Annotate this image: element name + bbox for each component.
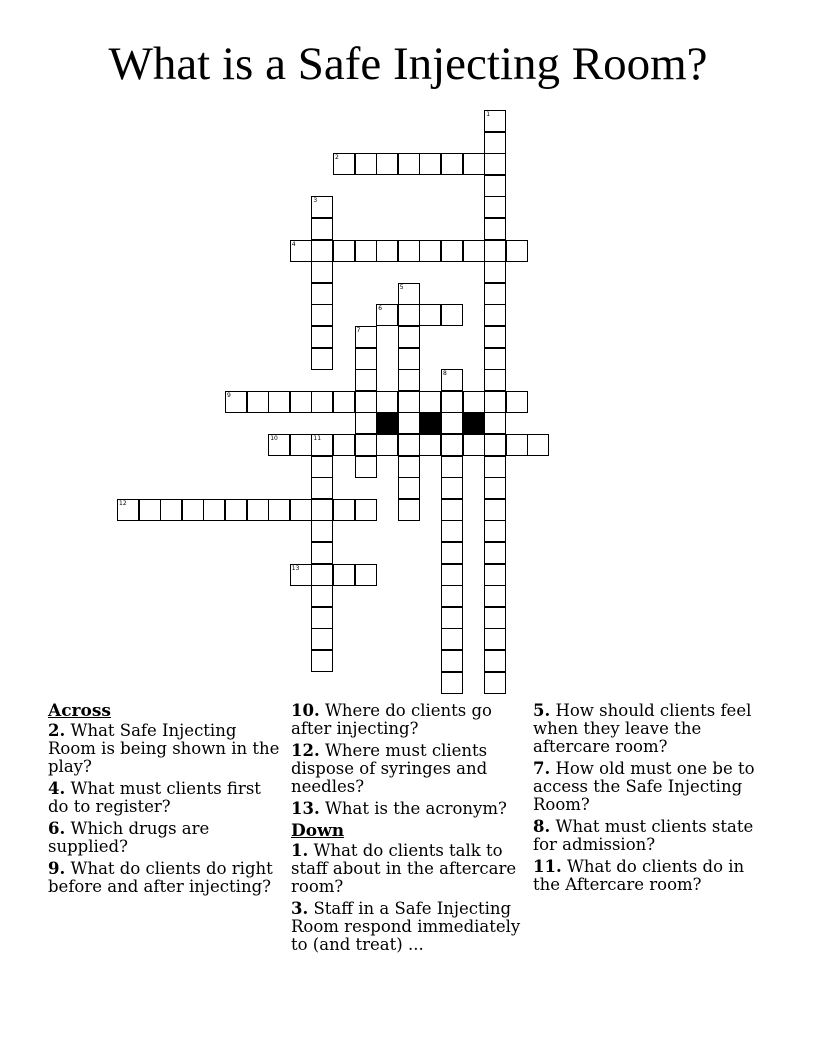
clue-across-13: 13. What is the acronym? [291, 799, 507, 818]
grid-cell[interactable] [484, 283, 506, 305]
clue-across-9: 9. What do clients do right before and after injecting? [48, 859, 273, 896]
grid-cell[interactable] [441, 564, 463, 586]
black-cell [376, 412, 398, 434]
grid-cell[interactable] [419, 391, 441, 413]
grid-cell[interactable] [311, 304, 333, 326]
grid-cell[interactable] [290, 564, 312, 586]
grid-cell[interactable] [441, 304, 463, 326]
grid-cell[interactable] [441, 240, 463, 262]
grid-cell[interactable] [311, 283, 333, 305]
grid-cell[interactable] [333, 434, 355, 456]
across-heading: Across [48, 701, 111, 721]
grid-cell[interactable] [333, 391, 355, 413]
grid-cell[interactable] [333, 499, 355, 521]
grid-cell[interactable] [398, 499, 420, 521]
grid-cell[interactable] [484, 153, 506, 175]
grid-cell[interactable] [441, 412, 463, 434]
clue-number: 5 [399, 283, 404, 291]
grid-cell[interactable] [376, 304, 398, 326]
grid-cell[interactable] [484, 412, 506, 434]
clue-across-6: 6. Which drugs are supplied? [48, 819, 210, 856]
grid-cell[interactable] [311, 628, 333, 650]
grid-cell[interactable] [484, 456, 506, 478]
grid-cell[interactable] [268, 391, 290, 413]
grid-cell[interactable] [398, 283, 420, 305]
grid-cell[interactable] [247, 499, 269, 521]
grid-cell[interactable] [333, 240, 355, 262]
grid-cell[interactable] [290, 240, 312, 262]
grid-cell[interactable] [398, 304, 420, 326]
grid-cell[interactable] [311, 650, 333, 672]
black-cell [463, 412, 485, 434]
grid-cell[interactable] [484, 434, 506, 456]
clue-number: 2 [335, 154, 339, 162]
grid-cell[interactable] [484, 585, 506, 607]
grid-cell[interactable] [463, 240, 485, 262]
grid-cell[interactable] [398, 369, 420, 391]
grid-cell[interactable] [398, 477, 420, 499]
grid-cell[interactable] [484, 304, 506, 326]
grid-cell[interactable] [355, 348, 377, 370]
grid-cell[interactable] [247, 391, 269, 413]
grid-cell[interactable] [398, 240, 420, 262]
grid-cell[interactable] [117, 499, 139, 521]
black-cell [419, 412, 441, 434]
grid-cell[interactable] [268, 499, 290, 521]
grid-cell[interactable] [484, 218, 506, 240]
grid-cell[interactable] [441, 456, 463, 478]
grid-cell[interactable] [311, 391, 333, 413]
grid-cell[interactable] [506, 240, 528, 262]
grid-cell[interactable] [398, 326, 420, 348]
grid-cell[interactable] [355, 326, 377, 348]
clue-down-5: 5. How should clients feel when they leave the aftercare room? [533, 701, 752, 756]
grid-cell[interactable] [441, 607, 463, 629]
grid-cell[interactable] [376, 391, 398, 413]
grid-cell[interactable] [419, 240, 441, 262]
grid-cell[interactable] [398, 434, 420, 456]
grid-cell[interactable] [441, 153, 463, 175]
grid-cell[interactable] [311, 607, 333, 629]
grid-cell[interactable] [290, 391, 312, 413]
grid-cell[interactable] [398, 153, 420, 175]
grid-cell[interactable] [376, 434, 398, 456]
grid-cell[interactable] [311, 348, 333, 370]
clue-down-7: 7. How old must one be to access the Safe Injecting Room? [533, 759, 755, 814]
clue-number: 1 [486, 111, 491, 118]
grid-cell[interactable] [441, 585, 463, 607]
grid-cell[interactable] [484, 369, 506, 391]
grid-cell[interactable] [355, 434, 377, 456]
grid-cell[interactable] [484, 672, 506, 694]
grid-cell[interactable] [484, 348, 506, 370]
clue-number: 7 [356, 327, 361, 334]
grid-cell[interactable] [376, 240, 398, 262]
down-heading: Down [291, 821, 345, 841]
clue-number: 13 [291, 564, 300, 572]
grid-cell[interactable] [355, 456, 377, 478]
grid-cell[interactable] [225, 391, 247, 413]
grid-cell[interactable] [484, 240, 506, 262]
grid-cell[interactable] [441, 650, 463, 672]
grid-cell[interactable] [398, 456, 420, 478]
grid-cell[interactable] [355, 240, 377, 262]
clue-down-1: 1. What do clients talk to staff about in the aftercare room? [291, 841, 517, 896]
grid-cell[interactable] [398, 348, 420, 370]
puzzle-title: What is a Safe Injecting Room? [108, 38, 708, 90]
grid-cell[interactable] [355, 391, 377, 413]
grid-cell[interactable] [441, 628, 463, 650]
clue-number: 9 [227, 391, 231, 399]
grid-cell[interactable] [398, 391, 420, 413]
grid-cell[interactable] [441, 434, 463, 456]
grid-cell[interactable] [311, 326, 333, 348]
grid-cell[interactable] [311, 261, 333, 283]
grid-cell[interactable] [484, 520, 506, 542]
clue-across-2: 2. What Safe Injecting Room is being shown in the play? [48, 721, 280, 776]
grid-cell[interactable] [333, 564, 355, 586]
grid-cell[interactable] [376, 153, 398, 175]
grid-cell[interactable] [506, 434, 528, 456]
grid-cell[interactable] [441, 391, 463, 413]
grid-cell[interactable] [441, 672, 463, 694]
clue-across-4: 4. What must clients first do to register? [48, 779, 261, 816]
grid-cell[interactable] [311, 434, 333, 456]
grid-cell[interactable] [484, 628, 506, 650]
grid-cell[interactable] [484, 110, 506, 132]
clue-number: 10 [270, 435, 278, 442]
grid-cell[interactable] [311, 542, 333, 564]
grid-cell[interactable] [290, 434, 312, 456]
grid-cell[interactable] [441, 499, 463, 521]
grid-cell[interactable] [311, 477, 333, 499]
grid-cell[interactable] [419, 153, 441, 175]
grid-cell[interactable] [160, 499, 182, 521]
grid-cell[interactable] [463, 391, 485, 413]
clue-across-12: 12. Where must clients dispose of syringes and needles? [291, 741, 488, 796]
grid-cell[interactable] [527, 434, 549, 456]
clue-across-10: 10. Where do clients go after injecting? [291, 701, 492, 738]
grid-cell[interactable] [484, 132, 506, 154]
grid-cell[interactable] [355, 499, 377, 521]
grid-cell[interactable] [203, 499, 225, 521]
clue-number: 12 [119, 499, 127, 507]
grid-cell[interactable] [484, 564, 506, 586]
grid-cell[interactable] [333, 153, 355, 175]
clue-down-8: 8. What must clients state for admission? [533, 817, 754, 854]
grid-cell[interactable] [441, 477, 463, 499]
grid-cell[interactable] [355, 412, 377, 434]
grid-cell[interactable] [441, 520, 463, 542]
grid-cell[interactable] [139, 499, 161, 521]
grid-cell[interactable] [484, 607, 506, 629]
grid-cell[interactable] [225, 499, 247, 521]
grid-cell[interactable] [484, 650, 506, 672]
grid-cell[interactable] [311, 520, 333, 542]
grid-cell[interactable] [484, 326, 506, 348]
grid-cell[interactable] [311, 196, 333, 218]
grid-cell[interactable] [311, 585, 333, 607]
grid-cell[interactable] [311, 240, 333, 262]
grid-cell[interactable] [355, 369, 377, 391]
grid-cell[interactable] [311, 218, 333, 240]
grid-cell[interactable] [463, 434, 485, 456]
grid-cell[interactable] [506, 391, 528, 413]
grid-cell[interactable] [484, 391, 506, 413]
clues-column-2 [291, 702, 523, 958]
grid-cell[interactable] [182, 499, 204, 521]
grid-cell[interactable] [268, 434, 290, 456]
grid-cell[interactable] [484, 542, 506, 564]
grid-cell[interactable] [441, 542, 463, 564]
clue-number: 8 [443, 370, 447, 378]
grid-cell[interactable] [484, 499, 506, 521]
grid-cell[interactable] [290, 499, 312, 521]
grid-cell[interactable] [484, 477, 506, 499]
grid-cell[interactable] [311, 499, 333, 521]
grid-cell[interactable] [484, 175, 506, 197]
grid-cell[interactable] [355, 564, 377, 586]
grid-cell[interactable] [484, 196, 506, 218]
grid-cell[interactable] [398, 412, 420, 434]
grid-cell[interactable] [419, 434, 441, 456]
clue-number: 6 [378, 305, 383, 313]
grid-cell[interactable] [419, 304, 441, 326]
clue-down-3: 3. Staff in a Safe Injecting Room respond immediately to (and treat) ... [291, 899, 521, 954]
grid-cell[interactable] [311, 456, 333, 478]
clue-number: 11 [313, 435, 322, 442]
clue-number: 4 [291, 240, 296, 248]
clue-down-11: 11. What do clients do in the Aftercare room? [533, 857, 745, 894]
grid-cell[interactable] [441, 369, 463, 391]
grid-cell[interactable] [463, 153, 485, 175]
clue-number: 3 [313, 197, 318, 205]
grid-cell[interactable] [355, 153, 377, 175]
clues-column-1 [48, 702, 280, 900]
grid-cell[interactable] [311, 564, 333, 586]
grid-cell[interactable] [484, 261, 506, 283]
clues-column-3 [533, 702, 765, 898]
